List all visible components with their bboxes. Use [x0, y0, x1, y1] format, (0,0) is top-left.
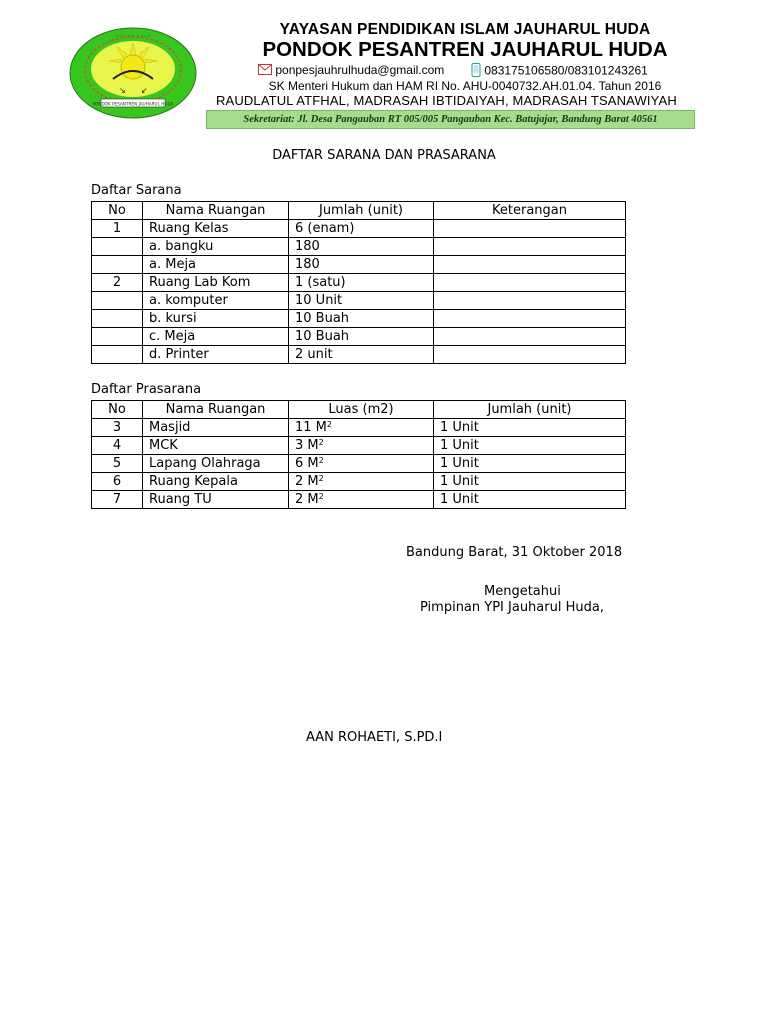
- table-cell-qty: [434, 437, 626, 455]
- table-cell-area: [289, 473, 434, 491]
- table-cell-name: [143, 328, 289, 346]
- table-cell-qty: [434, 455, 626, 473]
- superscript: 2: [318, 456, 324, 465]
- table-cell-no: [92, 256, 143, 274]
- cell-text: 1: [112, 221, 122, 236]
- acknowledge-label: Mengetahui: [484, 584, 561, 599]
- cell-text: Ruang TU: [149, 492, 212, 507]
- column-header: Jumlah (unit): [434, 401, 626, 419]
- column-header: Keterangan: [434, 202, 626, 220]
- table-cell-qty: [289, 220, 434, 238]
- prasarana-label: Daftar Prasarana: [91, 382, 202, 397]
- cell-text: a. Meja: [149, 257, 197, 272]
- cell-text: 1 (satu): [295, 275, 346, 290]
- email-text: ponpesjauhrulhuda@gmail.com: [275, 63, 445, 77]
- table-cell-note: [434, 292, 626, 310]
- school-name: PONDOK PESANTREN JAUHARUL HUDA: [262, 38, 668, 61]
- phone-text: 083175106580/083101243261: [484, 63, 648, 78]
- cell-text: 4: [112, 438, 122, 453]
- cell-text: 6: [112, 474, 122, 489]
- table-cell-no: [92, 473, 143, 491]
- table-cell-note: [434, 238, 626, 256]
- table-cell-name: [143, 220, 289, 238]
- column-header: Nama Ruangan: [143, 202, 289, 220]
- table-cell-name: [143, 455, 289, 473]
- table-cell-name: [143, 346, 289, 364]
- table-cell-name: [143, 274, 289, 292]
- table-cell-name: [143, 491, 289, 509]
- sarana-label: Daftar Sarana: [91, 183, 182, 198]
- table-cell-qty: [289, 292, 434, 310]
- column-header: Nama Ruangan: [143, 401, 289, 419]
- decree-number: SK Menteri Hukum dan HAM RI No. AHU-0040732.AH.01.04. Tahun 2016: [268, 79, 662, 93]
- table-cell-note: [434, 328, 626, 346]
- table-cell-qty: [289, 238, 434, 256]
- superscript: 2: [318, 474, 324, 483]
- table-cell-area: [289, 419, 434, 437]
- table-cell-no: [92, 220, 143, 238]
- svg-text:↙: ↙: [141, 86, 148, 95]
- cell-text: 1 Unit: [440, 420, 479, 435]
- table-row: [92, 328, 626, 346]
- svg-text:PONDOK PESANTREN JAUHARUL HUDA: PONDOK PESANTREN JAUHARUL HUDA: [92, 101, 174, 107]
- cell-text: c. Meja: [149, 329, 196, 344]
- table-cell-note: [434, 310, 626, 328]
- cell-text: 10 Unit: [295, 293, 343, 308]
- superscript: 2: [326, 420, 332, 429]
- table-cell-name: [143, 238, 289, 256]
- svg-text:↘: ↘: [119, 86, 126, 95]
- cell-text: 6 M: [295, 456, 319, 471]
- cell-text: 180: [295, 239, 320, 254]
- table-cell-qty: [289, 256, 434, 274]
- envelope-icon: [258, 64, 272, 78]
- table-cell-no: [92, 437, 143, 455]
- table-row: [92, 238, 626, 256]
- table-cell-area: [289, 455, 434, 473]
- table-cell-qty: [434, 419, 626, 437]
- table-row: [92, 491, 626, 509]
- superscript: 2: [318, 492, 324, 501]
- document-title: [0, 148, 768, 163]
- table-row: [92, 473, 626, 491]
- place-date: Bandung Barat, 31 Oktober 2018: [406, 545, 623, 560]
- cell-text: 180: [295, 257, 320, 272]
- table-row: [92, 419, 626, 437]
- table-cell-no: [92, 310, 143, 328]
- table-cell-note: [434, 256, 626, 274]
- school-units: RAUDLATUL ATFHAL, MADRASAH IBTIDAIYAH, MADRASAH TSANAWIYAH: [216, 93, 677, 108]
- table-row: [92, 274, 626, 292]
- phone-icon: [471, 63, 481, 80]
- table-row: [92, 292, 626, 310]
- email-contact: [258, 63, 444, 78]
- prasarana-table: [91, 400, 626, 509]
- cell-text: 2 unit: [295, 347, 333, 362]
- column-header: Jumlah (unit): [289, 202, 434, 220]
- cell-text: Ruang Kepala: [149, 474, 238, 489]
- signer-name: AAN ROHAETI, S.PD.I: [306, 730, 443, 745]
- table-row: [92, 310, 626, 328]
- column-header: Luas (m2): [289, 401, 434, 419]
- cell-text: Ruang Lab Kom: [149, 275, 251, 290]
- cell-text: Ruang Kelas: [149, 221, 229, 236]
- table-cell-no: [92, 346, 143, 364]
- cell-text: 3 M: [295, 438, 319, 453]
- cell-text: 11 M: [295, 420, 327, 435]
- cell-text: 6 (enam): [295, 221, 355, 236]
- table-cell-note: [434, 220, 626, 238]
- table-cell-no: [92, 419, 143, 437]
- table-cell-no: [92, 491, 143, 509]
- table-cell-area: [289, 437, 434, 455]
- table-cell-no: [92, 238, 143, 256]
- table-cell-name: [143, 310, 289, 328]
- address-bar: Sekretariat: Jl. Desa Pangauban RT 005/005 Pangauban Kec. Batujajar, Bandung Barat 40561: [206, 110, 695, 129]
- table-cell-area: [289, 491, 434, 509]
- table-cell-note: [434, 346, 626, 364]
- svg-text:◦◦◦ ◦◦ ◦◦◦◦: ◦◦◦ ◦◦ ◦◦◦◦: [115, 33, 151, 40]
- table-cell-no: [92, 328, 143, 346]
- school-logo: [69, 27, 197, 119]
- table-cell-qty: [289, 346, 434, 364]
- cell-text: 1 Unit: [440, 474, 479, 489]
- phone-contact: [471, 63, 648, 80]
- table-row: [92, 256, 626, 274]
- table-cell-qty: [434, 473, 626, 491]
- table-cell-no: [92, 292, 143, 310]
- cell-text: 1 Unit: [440, 438, 479, 453]
- table-cell-qty: [434, 491, 626, 509]
- table-header-row: [92, 202, 626, 220]
- cell-text: Lapang Olahraga: [149, 456, 261, 471]
- table-header-row: [92, 401, 626, 419]
- cell-text: 5: [112, 456, 122, 471]
- table-cell-name: [143, 419, 289, 437]
- cell-text: b. kursi: [149, 311, 197, 326]
- cell-text: 2 M: [295, 474, 319, 489]
- column-header: No: [92, 401, 143, 419]
- foundation-name: YAYASAN PENDIDIKAN ISLAM JAUHARUL HUDA: [279, 21, 651, 38]
- table-cell-note: [434, 274, 626, 292]
- cell-text: MCK: [149, 438, 178, 453]
- cell-text: 10 Buah: [295, 311, 350, 326]
- table-row: [92, 220, 626, 238]
- cell-text: 3: [112, 420, 122, 435]
- sarana-table: [91, 201, 626, 364]
- cell-text: Masjid: [149, 420, 191, 435]
- cell-text: a. komputer: [149, 293, 228, 308]
- table-cell-no: [92, 274, 143, 292]
- table-cell-qty: [289, 310, 434, 328]
- table-cell-name: [143, 256, 289, 274]
- cell-text: d. Printer: [149, 347, 209, 362]
- cell-text: 2 M: [295, 492, 319, 507]
- table-cell-qty: [289, 274, 434, 292]
- table-row: [92, 455, 626, 473]
- superscript: 2: [318, 438, 324, 447]
- table-cell-qty: [289, 328, 434, 346]
- column-header: No: [92, 202, 143, 220]
- cell-text: 7: [112, 492, 122, 507]
- cell-text: 2: [112, 275, 122, 290]
- table-cell-name: [143, 292, 289, 310]
- table-row: [92, 437, 626, 455]
- cell-text: 10 Buah: [295, 329, 350, 344]
- signer-position: Pimpinan YPI Jauharul Huda,: [420, 600, 604, 615]
- document-title-text: DAFTAR SARANA DAN PRASARANA: [272, 148, 496, 163]
- table-cell-name: [143, 473, 289, 491]
- cell-text: 1 Unit: [440, 492, 479, 507]
- cell-text: a. bangku: [149, 239, 214, 254]
- cell-text: 1 Unit: [440, 456, 479, 471]
- table-cell-no: [92, 455, 143, 473]
- table-cell-name: [143, 437, 289, 455]
- table-row: [92, 346, 626, 364]
